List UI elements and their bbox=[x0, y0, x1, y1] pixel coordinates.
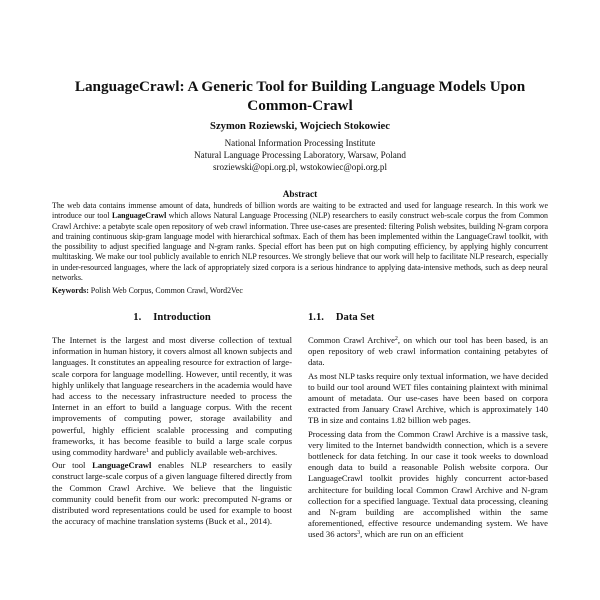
dataset-p3-text: Processing data from the Common Crawl Archive is a massive task, very limited to the Internet bandwidth connection, which is a severe bottleneck for data fetching. In our case it took weeks to download enough data to build a reasonable Polish website corpora. Our LanguageCrawl toolkit provides highly concurrent actor-based architecture for building local Common Crawl Archive and N-gram collection for a specified language. Textual data processing, cleaning and N-gram building are accomplished within the same aforementioned, effective resource undemanding system. We have used 36 actors bbox=[308, 428, 548, 540]
intro-p2-text: Our tool bbox=[52, 460, 93, 471]
intro-paragraph-1 bbox=[52, 335, 292, 458]
dataset-p3-text-end: , which are run on an efficient bbox=[360, 529, 464, 540]
intro-tool-name: LanguageCrawl bbox=[92, 460, 152, 471]
right-column bbox=[308, 311, 548, 543]
footnote-marker: 1 bbox=[146, 448, 150, 455]
subsection-title: Data Set bbox=[335, 312, 375, 323]
dataset-paragraph-2: As most NLP tasks require only textual information, we have decided to build our tool around WET files containing plaintext with minimal amount of metadata. Our use-cases have been based on corpora extracted from January Crawl Archive, which is approximately 140 TB in size and contains 1.82 billion web pages. bbox=[308, 370, 548, 426]
subsection-number: 1.1. bbox=[308, 312, 324, 323]
abstract-text-part-2: which allows Natural Language Processing (NLP) researchers to easily construct web-scale corpus the from Common Crawl Archive: a petabyte scale open repository of web crawl information. Three use-cases are presented: filtering Polish websites, building N-gram corpora and training continuous skip-gram language model with hierarchical softmax. Each of them has been implemented within the LanguageCrawl toolkit, with the possibility to adjust specified language and N-gram ranks. Special effort has been put on high computing efficiency, by applying highly concurrent multitasking. We make our tool publicly available to enrich NLP resources. We strongly believe that our work will help to facilitate NLP research, especially in under-resourced languages, where the lack of appropriately sized corpora is a serious hindrance to applying data-intensive methods, such as deep neural networks. bbox=[52, 211, 548, 283]
footnote-marker: 3 bbox=[357, 530, 361, 537]
footnote-marker: 2 bbox=[394, 336, 398, 342]
intro-p1-text: The Internet is the largest and most diverse collection of textual information in human history, it covers almost all known subjects and languages. It constitutes an appealing resource for extraction of large-scale corpora for language modelling. However, until recently, it was highly unlikely that language researchers in the academia would have had access to the necessary infrastructure needed to process the Internet in an effort to build a language corpus. With the recent improvements of computing power, storage availability and powerful, highly efficient scalable processing and computing frameworks, it has become feasible to build a large scale corpus using commodity hardware bbox=[52, 335, 292, 458]
author-emails: sroziewski@opi.org.pl, wstokowiec@opi.org.pl bbox=[212, 162, 388, 172]
abstract-text-part-1: The web data contains immense amount of data, hundreds of billion words are waiting to be extracted and used for language research. In this work we introduce our tool bbox=[52, 201, 548, 221]
dataset-paragraph-1 bbox=[308, 335, 548, 369]
section-heading-introduction bbox=[52, 311, 292, 325]
keywords bbox=[52, 286, 548, 296]
abstract-tool-name: LanguageCrawl bbox=[111, 211, 167, 221]
author-names: Szymon Roziewski, Wojciech Stokowiec bbox=[210, 121, 390, 132]
paper-title: LanguageCrawl: A Generic Tool for Building Language Models Upon Common-Crawl bbox=[74, 78, 526, 114]
dataset-p1-text: Common Crawl Archive bbox=[308, 335, 395, 345]
intro-p1-text-end: and publicly available web-archives. bbox=[149, 447, 278, 458]
intro-paragraph-2 bbox=[52, 460, 292, 527]
abstract-heading: Abstract bbox=[282, 190, 318, 200]
dataset-p1-text-end: , on which our tool has been based, is an open repository of web crawl information containing petabytes of data. bbox=[308, 335, 548, 368]
dataset-paragraph-3 bbox=[308, 429, 548, 541]
abstract-text bbox=[52, 201, 548, 283]
affiliation-institute: National Information Processing Institute bbox=[224, 138, 376, 148]
left-column bbox=[52, 311, 292, 529]
keywords-label: Keywords: bbox=[52, 286, 89, 295]
section-title: Introduction bbox=[153, 312, 211, 323]
intro-p2-text-end: enables NLP researchers to easily construct large-scale corpus of a given language filtered directly from the Common Crawl Archive. We believe that the linguistic community could benefit from our work: precomputed N-grams or distributed word representations could be used for example to boost the accuracy of machine translation systems (Buck et al., 2014). bbox=[52, 460, 292, 527]
affiliation-lab: Natural Language Processing Laboratory, Warsaw, Poland bbox=[194, 150, 406, 160]
section-number: 1. bbox=[133, 312, 142, 323]
author-block bbox=[60, 120, 540, 173]
section-heading-data-set bbox=[308, 311, 548, 325]
keywords-list: Polish Web Corpus, Common Crawl, Word2Vec bbox=[88, 286, 243, 295]
